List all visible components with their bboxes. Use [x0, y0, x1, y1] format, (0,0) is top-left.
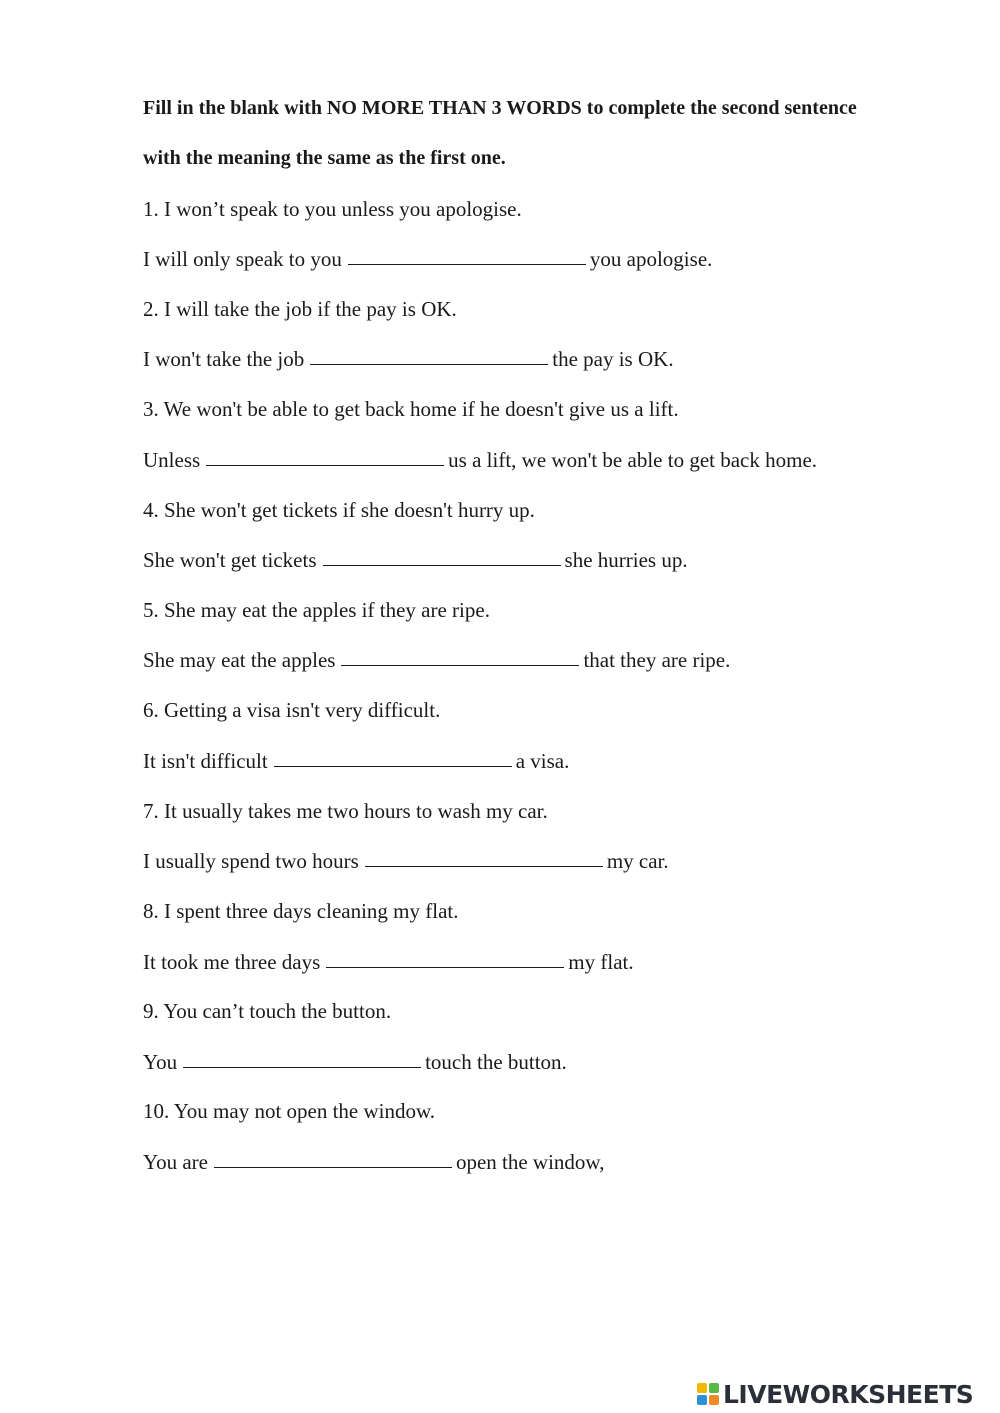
answer-blank-8[interactable]: [326, 949, 564, 968]
answer-blank-7[interactable]: [365, 848, 603, 867]
question-5-original: 5. She may eat the apples if they are ripe.: [143, 598, 490, 622]
question-1-prefix: I will only speak to you: [143, 247, 342, 271]
question-3-prefix: Unless: [143, 448, 201, 472]
answer-blank-5[interactable]: [341, 647, 579, 666]
question-3-rewrite: [143, 447, 817, 473]
question-5-prefix: She may eat the apples: [143, 648, 336, 672]
question-2-rewrite: [143, 346, 674, 372]
question-7-rewrite: [143, 848, 669, 874]
liveworksheets-logo: [697, 1379, 973, 1409]
question-10-original: 10. You may not open the window.: [143, 1099, 436, 1123]
answer-blank-10[interactable]: [214, 1149, 452, 1168]
question-8-suffix: my flat.: [568, 950, 634, 974]
instructions-line-1: Fill in the blank with NO MORE THAN 3 WORDS to complete the second sentence: [143, 97, 857, 119]
question-4-suffix: she hurries up.: [564, 548, 688, 572]
question-2-original: 2. I will take the job if the pay is OK.: [143, 297, 457, 321]
instructions-line-2: with the meaning the same as the first one.: [143, 147, 506, 169]
question-9-original: 9. You can’t touch the button.: [143, 999, 392, 1023]
question-9-prefix: You: [143, 1050, 178, 1074]
question-6-rewrite: [143, 748, 569, 774]
question-9-suffix: touch the button.: [425, 1050, 567, 1074]
question-3-original: 3. We won't be able to get back home if he doesn't give us a lift.: [143, 397, 679, 421]
question-5-suffix: that they are ripe.: [583, 648, 731, 672]
answer-blank-2[interactable]: [310, 346, 548, 365]
question-6-suffix: a visa.: [515, 749, 570, 773]
question-4-original: 4. She won't get tickets if she doesn't hurry up.: [143, 498, 535, 522]
question-4-rewrite: [143, 547, 688, 573]
question-8-prefix: It took me three days: [143, 950, 321, 974]
question-1-suffix: you apologise.: [589, 247, 713, 271]
question-3-suffix: us a lift, we won't be able to get back home.: [448, 448, 818, 472]
liveworksheets-logo-icon: [697, 1382, 721, 1406]
question-8-rewrite: [143, 949, 634, 975]
question-6-original: 6. Getting a visa isn't very difficult.: [143, 698, 441, 722]
question-2-suffix: the pay is OK.: [552, 347, 674, 371]
question-6-prefix: It isn't difficult: [143, 749, 268, 773]
logo-text: LIVEWORKSHEETS: [723, 1379, 974, 1409]
question-10-rewrite: [143, 1149, 604, 1175]
answer-blank-6[interactable]: [274, 748, 512, 767]
answer-blank-9[interactable]: [183, 1049, 421, 1068]
question-1-original: 1. I won’t speak to you unless you apologise.: [143, 197, 522, 221]
question-4-prefix: She won't get tickets: [143, 548, 317, 572]
question-7-suffix: my car.: [606, 849, 669, 873]
question-1-rewrite: [143, 246, 712, 272]
question-7-original: 7. It usually takes me two hours to wash my car.: [143, 799, 548, 823]
question-9-rewrite: [143, 1049, 567, 1075]
question-7-prefix: I usually spend two hours: [143, 849, 359, 873]
question-5-rewrite: [143, 647, 730, 673]
answer-blank-4[interactable]: [323, 547, 561, 566]
answer-blank-3[interactable]: [206, 447, 444, 466]
question-2-prefix: I won't take the job: [143, 347, 305, 371]
answer-blank-1[interactable]: [348, 246, 586, 265]
question-10-prefix: You are: [143, 1150, 208, 1174]
question-10-suffix: open the window,: [455, 1150, 605, 1174]
question-8-original: 8. I spent three days cleaning my flat.: [143, 899, 459, 923]
